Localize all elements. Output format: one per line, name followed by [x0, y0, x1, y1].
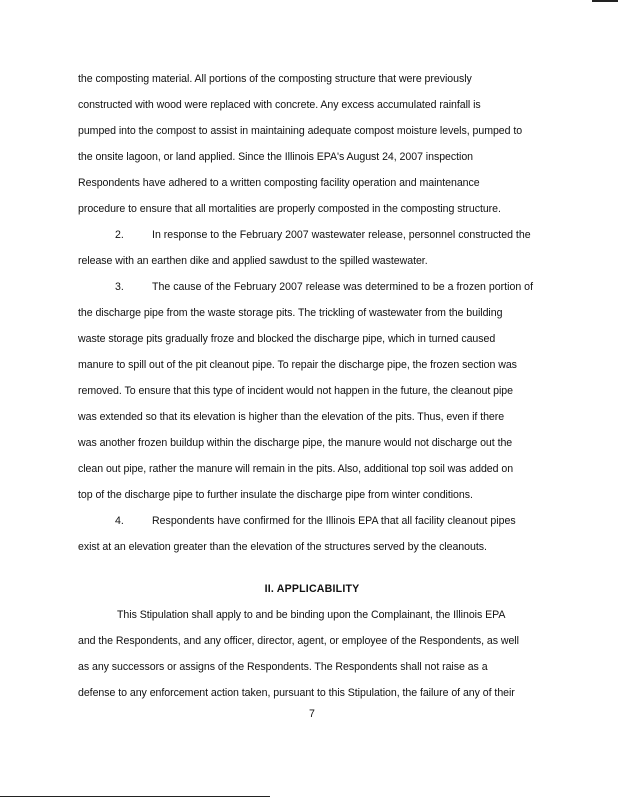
body-line: top of the discharge pipe to further insulate the discharge pipe from winter conditions.: [78, 489, 473, 501]
body-line: removed. To ensure that this type of incident would not happen in the future, the cleanout pipe: [78, 385, 513, 397]
body-line: pumped into the compost to assist in maintaining adequate compost moisture levels, pumped to: [78, 125, 523, 137]
body-line: release with an earthen dike and applied sawdust to the spilled wastewater.: [78, 255, 428, 267]
body-line: was extended so that its elevation is higher than the elevation of the pits. Thus, even if there: [78, 411, 505, 423]
body-line: The cause of the February 2007 release was determined to be a frozen portion of: [152, 281, 534, 293]
item-number: 3.: [115, 281, 124, 293]
body-line: clean out pipe, rather the manure will remain in the pits. Also, additional top soil was added on: [78, 463, 514, 475]
body-line: the onsite lagoon, or land applied. Since the Illinois EPA's August 24, 2007 inspection: [78, 151, 474, 163]
item-number: 4.: [115, 515, 124, 527]
body-line: defense to any enforcement action taken, pursuant to this Stipulation, the failure of any of their: [78, 687, 515, 699]
body-line: In response to the February 2007 wastewater release, personnel constructed the: [152, 229, 531, 241]
body-line: exist at an elevation greater than the elevation of the structures served by the cleanouts.: [78, 541, 487, 553]
bottom-edge-mark: [0, 796, 270, 797]
item-number: 2.: [115, 229, 124, 241]
body-line: constructed with wood were replaced with concrete. Any excess accumulated rainfall is: [78, 99, 481, 111]
body-line: manure to spill out of the pit cleanout pipe. To repair the discharge pipe, the frozen section was: [78, 359, 517, 371]
body-line: waste storage pits gradually froze and blocked the discharge pipe, which in turned caused: [78, 333, 496, 345]
top-edge-mark: [592, 0, 618, 2]
body-line: the composting material. All portions of the composting structure that were previously: [78, 73, 472, 85]
body-line: Respondents have confirmed for the Illinois EPA that all facility cleanout pipes: [152, 515, 516, 527]
body-line: procedure to ensure that all mortalities are properly composted in the composting structure.: [78, 203, 501, 215]
page-number: 7: [309, 708, 315, 720]
body-line: was another frozen buildup within the discharge pipe, the manure would not discharge out the: [78, 437, 513, 449]
body-line: This Stipulation shall apply to and be binding upon the Complainant, the Illinois EPA: [117, 609, 506, 621]
body-line: and the Respondents, and any officer, director, agent, or employee of the Respondents, as well: [78, 635, 519, 647]
section-heading: II. APPLICABILITY: [264, 583, 360, 595]
body-line: the discharge pipe from the waste storage pits. The trickling of wastewater from the building: [78, 307, 503, 319]
body-line: Respondents have adhered to a written composting facility operation and maintenance: [78, 177, 480, 189]
body-line: as any successors or assigns of the Respondents. The Respondents shall not raise as a: [78, 661, 488, 673]
